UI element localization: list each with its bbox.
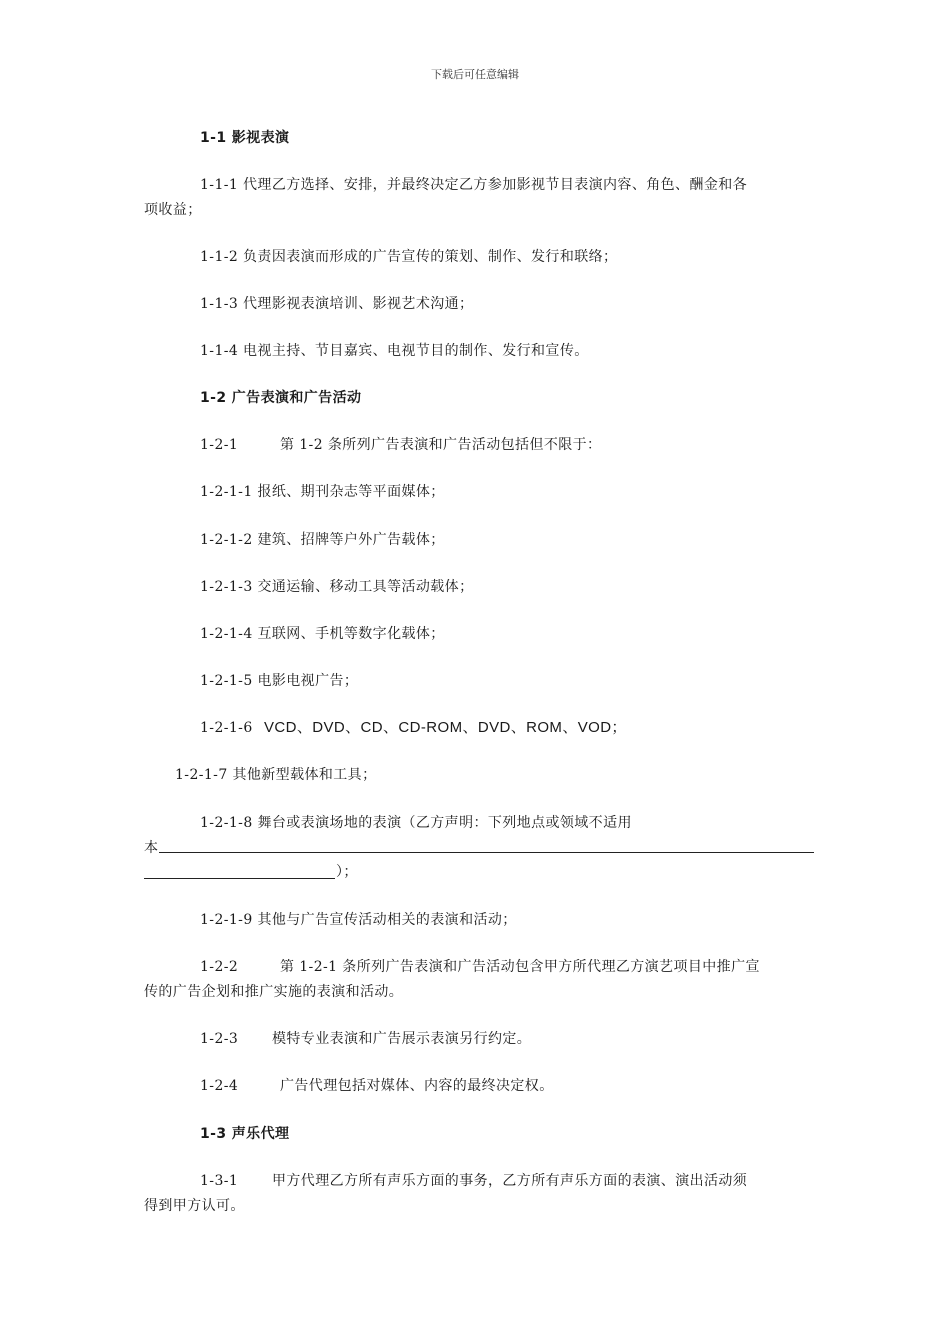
paragraph-1-2-1-1: 1-2-1-1 报纸、期刊杂志等平面媒体； [200, 484, 445, 500]
paragraph-1-2-1-8-line3-end: ）； [336, 864, 358, 880]
paragraph-1-1-1-line1: 1-1-1 代理乙方选择、安排，并最终决定乙方参加影视节目表演内容、角色、酬金和各 [200, 177, 748, 193]
paragraph-1-2-4-number: 1-2-4 [200, 1078, 239, 1094]
paragraph-1-3-1-number: 1-3-1 [200, 1173, 239, 1189]
paragraph-1-2-4-text: 广告代理包括对媒体、内容的最终决定权。 [280, 1078, 554, 1094]
paragraph-1-2-1-8-line1: 1-2-1-8 舞台或表演场地的表演（乙方声明：下列地点或领域不适用 [200, 815, 632, 831]
section-title-1-1: 1-1 影视表演 [200, 130, 290, 146]
paragraph-1-2-1-7: 1-2-1-7 其他新型载体和工具； [175, 767, 377, 783]
paragraph-1-2-1-6-number: 1-2-1-6 [200, 720, 253, 736]
paragraph-1-2-1-5: 1-2-1-5 电影电视广告； [200, 673, 359, 689]
blank-underline-1 [159, 852, 814, 853]
paragraph-1-2-1-6-text: VCD、DVD、CD、CD-ROM、DVD、ROM、VOD； [264, 719, 627, 736]
paragraph-1-2-1-text: 第 1-2 条所列广告表演和广告活动包括但不限于： [280, 437, 602, 453]
blank-underline-2 [144, 878, 335, 879]
paragraph-1-2-3-number: 1-2-3 [200, 1031, 239, 1047]
paragraph-1-2-1-2: 1-2-1-2 建筑、招牌等户外广告载体； [200, 532, 445, 548]
paragraph-1-1-3: 1-1-3 代理影视表演培训、影视艺术沟通； [200, 296, 474, 312]
paragraph-1-2-1-4: 1-2-1-4 互联网、手机等数字化载体； [200, 626, 445, 642]
paragraph-1-3-1-line2: 得到甲方认可。 [144, 1198, 245, 1214]
paragraph-1-1-1-line2: 项收益； [144, 202, 202, 218]
header-note: 下载后可任意编辑 [431, 68, 519, 81]
section-title-1-3: 1-3 声乐代理 [200, 1126, 290, 1142]
paragraph-1-1-2: 1-1-2 负责因表演而形成的广告宣传的策划、制作、发行和联络； [200, 249, 618, 265]
paragraph-1-2-2-text: 第 1-2-1 条所列广告表演和广告活动包含甲方所代理乙方演艺项目中推广宣 [280, 959, 760, 975]
paragraph-1-2-1-8-line2: 本 [144, 840, 159, 856]
paragraph-1-2-3-text: 模特专业表演和广告展示表演另行约定。 [272, 1031, 532, 1047]
section-title-1-2: 1-2 广告表演和广告活动 [200, 390, 362, 406]
paragraph-1-3-1-text: 甲方代理乙方所有声乐方面的事务，乙方所有声乐方面的表演、演出活动须 [272, 1173, 748, 1189]
paragraph-1-2-2-number: 1-2-2 [200, 959, 239, 975]
paragraph-1-1-4: 1-1-4 电视主持、节目嘉宾、电视节目的制作、发行和宣传。 [200, 343, 589, 359]
paragraph-1-2-2-line2: 传的广告企划和推广实施的表演和活动。 [144, 984, 404, 1000]
paragraph-1-2-1-number: 1-2-1 [200, 437, 239, 453]
paragraph-1-2-1-3: 1-2-1-3 交通运输、移动工具等活动载体； [200, 579, 474, 595]
paragraph-1-2-1-9: 1-2-1-9 其他与广告宣传活动相关的表演和活动； [200, 912, 517, 928]
